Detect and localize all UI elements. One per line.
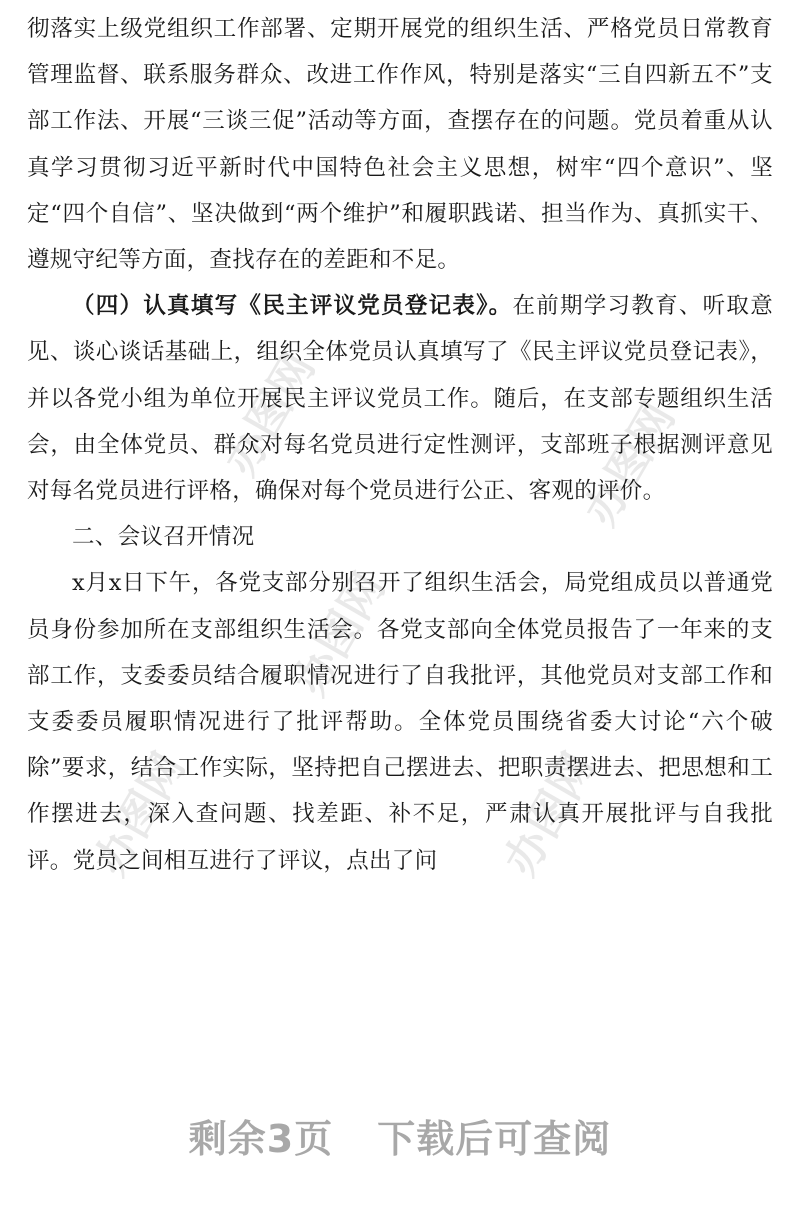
watermark-text: 办图网 [214, 344, 325, 485]
section-4-heading: （四）认真填写《民主评议党员登记表》。 [72, 293, 513, 320]
watermark-text: 办图网 [494, 744, 605, 885]
watermark-text: 办图网 [574, 394, 685, 535]
paragraph-meeting: x月x日下午，各党支部分别召开了组织生活会，局党组成员以普通党员身份参加所在支部组织生活会。各党支部向全体党员报告了一年来的支部工作，支委委员结合履职情况进行了自我批评，其他党员对支部工作和支委委员履职情况进行了批评帮助。全体党员围绕省委大讨论“六个破除”要求，结合工作实际，坚持把自己摆进去、把职责摆进去、把思想和工作摆进去，深入查问题、找差距、补不足，严肃认真开展批评与自我批评。党员之间相互进行了评议，点出了问 [27, 570, 773, 874]
remaining-pages-label: 剩余3页 [188, 1117, 334, 1161]
paragraph-continued: 彻落实上级党组织工作部署、定期开展党的组织生活、严格党员日常教育管理监督、联系服务群众、改进工作作风，特别是落实“三自四新五不”支部工作法、开展“三谈三促”活动等方面，查摆存在的问题。党员着重从认真学习贯彻习近平新时代中国特色社会主义思想，树牢“四个意识”、坚定“四个自信”、坚决做到“两个维护”和履职践诺、担当作为、真抓实干、遵规守纪等方面，查找存在的差距和不足。 [27, 16, 773, 274]
download-hint-label: 下载后可查阅 [377, 1117, 612, 1161]
section-4-body: 在前期学习教育、听取意见、谈心谈话基础上，组织全体党员认真填写了《民主评议党员登记表》，并以各党小组为单位开展民主评议党员工作。随后，在支部专题组织生活会，由全体党员、群众对每名党员进行定性测评，支部班子根据测评意见对每名党员进行评格，确保对每个党员进行公正、客观的评价。 [27, 293, 773, 505]
watermark-text: 办图网 [284, 564, 395, 705]
download-notice[interactable] [0, 1108, 800, 1163]
paragraph-section-4 [27, 283, 773, 514]
watermark-text: 办图网 [84, 744, 195, 885]
section-2-heading: 二、会议召开情况 [72, 524, 255, 551]
document-body [27, 6, 773, 884]
